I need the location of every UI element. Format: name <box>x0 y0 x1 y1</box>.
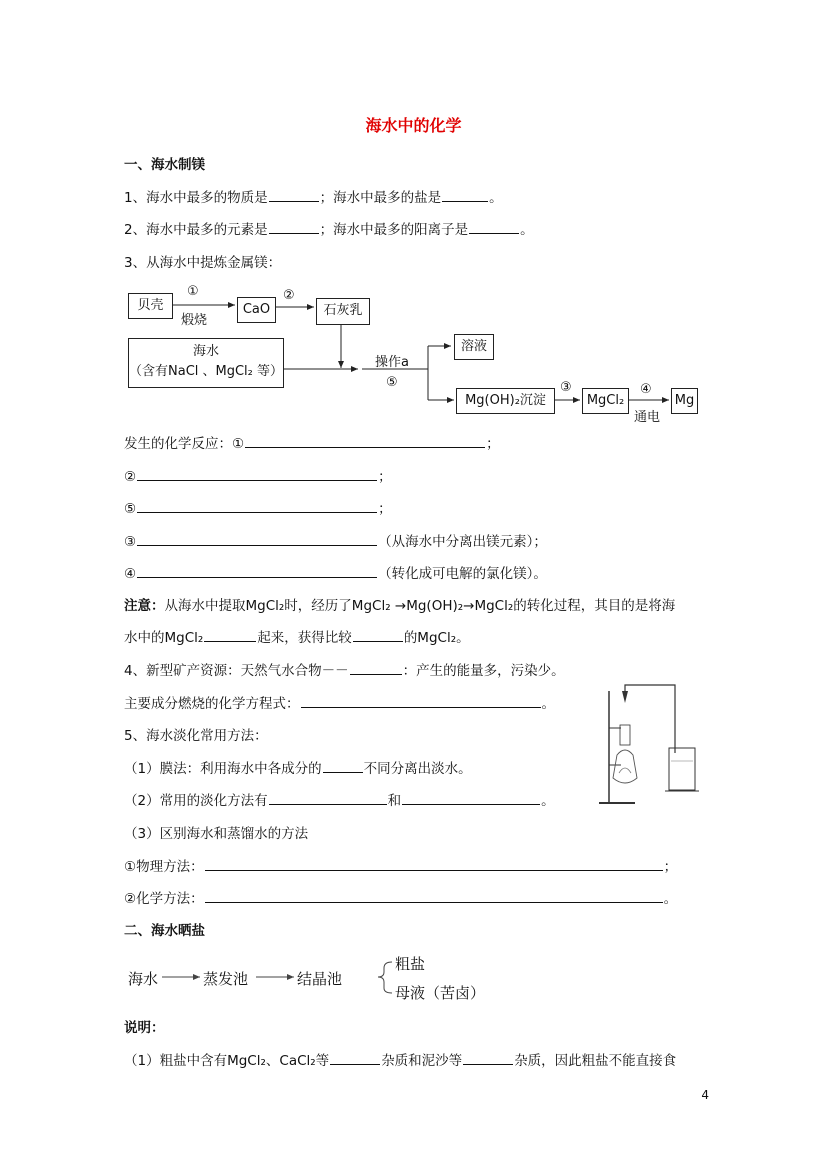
reaction-1: 发生的化学反应：① ； <box>124 436 500 452</box>
question-5-3: （3）区别海水和蒸馏水的方法 <box>124 826 309 842</box>
reaction-4: ④ （转化成可电解的氯化镁）。 <box>124 566 547 582</box>
section-heading-2: 二、海水晒盐 <box>124 923 205 939</box>
note-line-1: 注意：从海水中提取MgCl₂时，经历了MgCl₂ →Mg(OH)₂→MgCl₂的转化过程，其目的是将海 <box>124 598 676 614</box>
explanation-label: 说明： <box>124 1020 165 1036</box>
seawater-note: （含有NaCl 、MgCl₂ 等） <box>129 364 284 379</box>
box-mgcl2: MgCl₂ <box>582 388 629 414</box>
question-1: 1、海水中最多的物质是 ；海水中最多的盐是 。 <box>124 190 503 206</box>
question-4: 4、新型矿产资源：天然气水合物－－ ：产生的能量多，污染少。 <box>124 663 565 679</box>
operation-a-label: 操作a <box>375 355 409 370</box>
question-4b: 主要成分燃烧的化学方程式： 。 <box>124 696 555 712</box>
question-5-2: （2）常用的淡化方法有 和 。 <box>124 793 555 809</box>
calcine-label: 煅烧 <box>181 313 208 328</box>
question-5-1: （1）膜法：利用海水中各成分的 不同分离出淡水。 <box>124 761 472 777</box>
physical-method: ①物理方法： ； <box>124 859 678 875</box>
box-beike: 贝壳 <box>128 293 173 319</box>
salt-seawater-label: 海水 <box>128 970 159 988</box>
box-lime-milk: 石灰乳 <box>316 298 370 325</box>
box-mg: Mg <box>671 388 698 414</box>
evaporation-pond-label: 蒸发池 <box>203 970 249 988</box>
crude-salt-label: 粗盐 <box>395 955 426 973</box>
reaction-5: ⑤ ； <box>124 501 392 517</box>
reaction-2: ② ； <box>124 469 392 485</box>
electrolysis-label: 通电 <box>634 410 661 425</box>
step-3-label: ③ <box>560 380 572 395</box>
note-line-2: 水中的MgCl₂ 起来，获得比较 的MgCl₂。 <box>124 630 470 646</box>
distillation-apparatus-illustration <box>595 683 710 813</box>
explanation-1: （1）粗盐中含有MgCl₂、CaCl₂等 杂质和泥沙等 杂质，因此粗盐不能直接食 <box>124 1053 677 1069</box>
box-mgoh2: Mg(OH)₂沉淀 <box>456 388 555 414</box>
step-2-label: ② <box>283 288 295 303</box>
step-5-label: ⑤ <box>386 375 398 390</box>
chemical-method: ②化学方法： 。 <box>124 891 678 907</box>
seawater-label: 海水 <box>192 344 219 359</box>
box-solution: 溶液 <box>454 334 494 360</box>
crystallization-pond-label: 结晶池 <box>297 970 343 988</box>
reaction-3: ③ （从海水中分离出镁元素）； <box>124 534 547 550</box>
question-5: 5、海水淡化常用方法： <box>124 728 268 744</box>
mother-liquor-label: 母液（苦卤） <box>395 984 486 1002</box>
flow-arrows <box>0 0 827 430</box>
box-seawater <box>128 338 284 388</box>
page-number: 4 <box>701 1088 709 1102</box>
question-3: 3、从海水中提炼金属镁： <box>124 255 282 271</box>
question-2: 2、海水中最多的元素是 ；海水中最多的阳离子是 。 <box>124 222 534 238</box>
box-cao: CaO <box>237 297 276 323</box>
step-4-label: ④ <box>640 382 652 397</box>
step-1-label: ① <box>187 284 199 299</box>
page-title: 海水中的化学 <box>365 116 462 135</box>
section-heading-1: 一、海水制镁 <box>124 157 205 173</box>
